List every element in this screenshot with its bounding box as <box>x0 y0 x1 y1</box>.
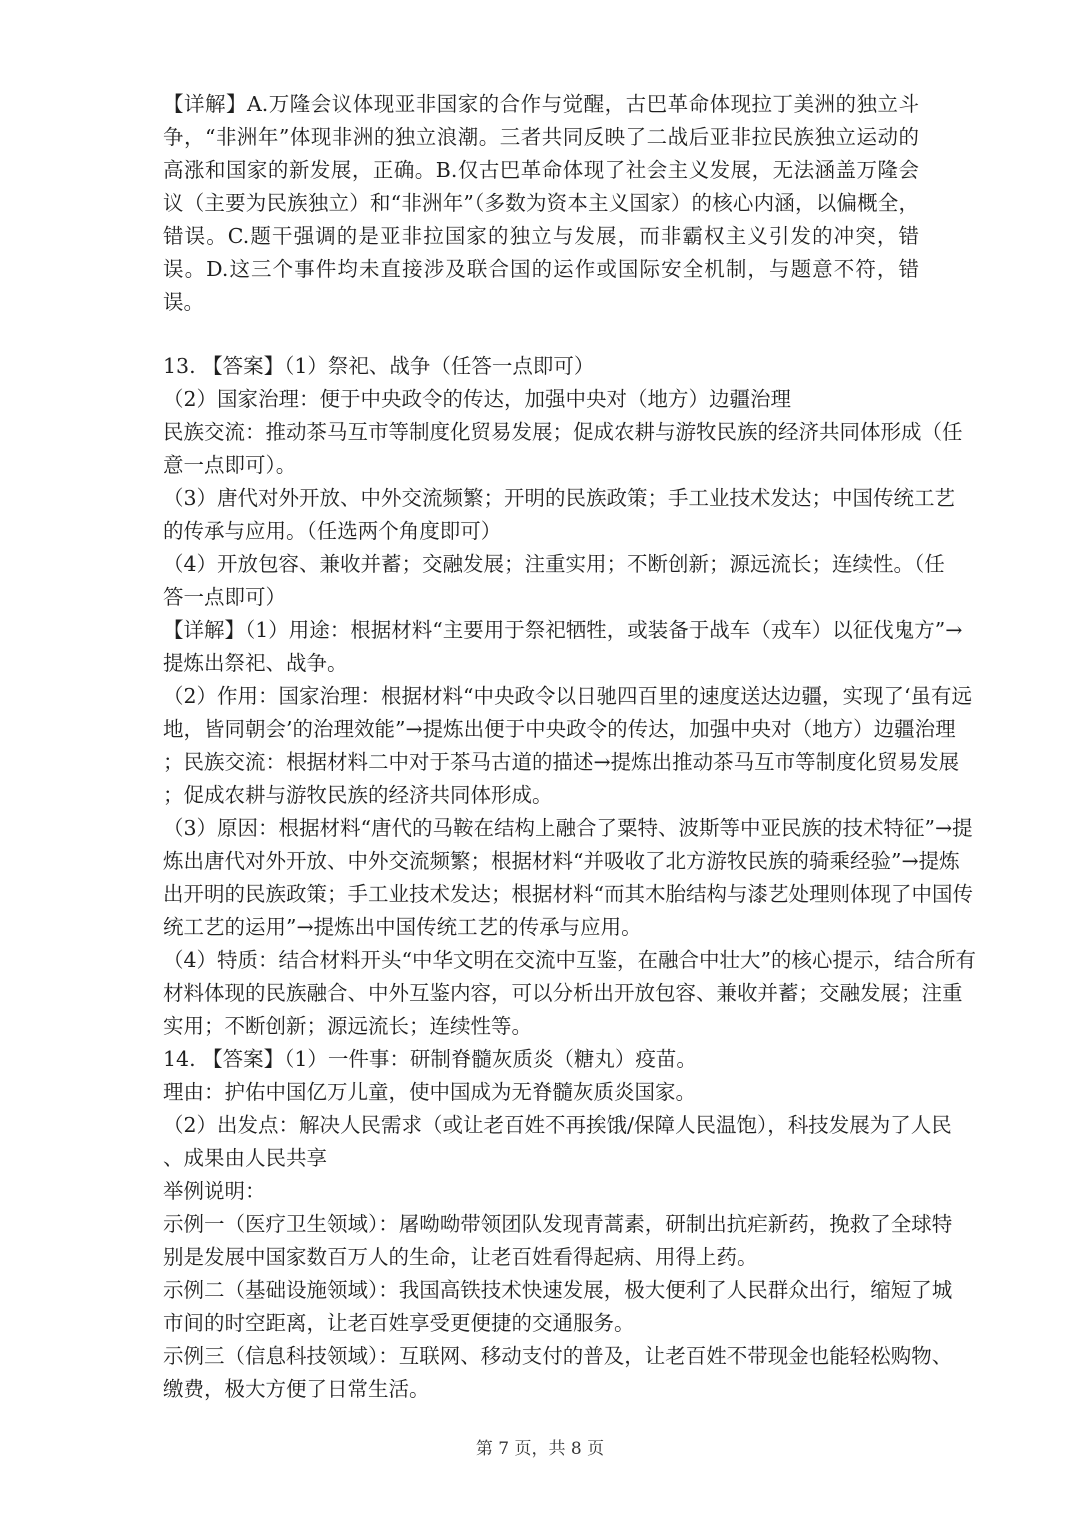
q14-line: 缴费，极大方便了日常生活。 <box>163 1377 430 1401</box>
q13-line: 民族交流：推动茶马互市等制度化贸易发展；促成农耕与游牧民族的经济共同体形成（任 <box>163 420 963 444</box>
q14-line: 举例说明： <box>163 1179 266 1203</box>
document-content <box>163 88 977 1406</box>
page-number-footer: 第 7 页，共 8 页 <box>475 1439 605 1459</box>
q13-line: （4）特质：结合材料开头“中华文明在交流中互鉴，在融合中壮大”的核心提示，结合所有 <box>163 948 977 972</box>
q14-line: 示例二（基础设施领域）：我国高铁技术快速发展，极大便利了人民群众出行，缩短了城 <box>163 1278 953 1302</box>
section-gap <box>163 319 919 350</box>
q13-line: （2）作用：国家治理：根据材料“中央政令以日驰四百里的速度送达边疆，实现了‘虽有远 <box>163 684 973 708</box>
q13-line: 13. 【答案】（1）祭祀、战争（任答一点即可） <box>163 354 595 378</box>
q13-line: 提炼出祭祀、战争。 <box>163 651 348 675</box>
q14-line: 示例三（信息科技领域）：互联网、移动支付的普及，让老百姓不带现金也能轻松购物、 <box>163 1344 953 1368</box>
q13-line: 出开明的民族政策；手工业技术发达；根据材料“而其木胎结构与漆艺处理则体现了中国传 <box>163 882 973 906</box>
q14-line: 、成果由人民共享 <box>163 1146 327 1170</box>
q13-line: 意一点即可）。 <box>163 453 297 477</box>
q14-line: （2）出发点：解决人民需求（或让老百姓不再挨饿/保障人民温饱），科技发展为了人民 <box>163 1113 952 1137</box>
q14-line: 示例一（医疗卫生领域）：屠呦呦带领团队发现青蒿素，研制出抗疟新药，挽救了全球特 <box>163 1212 953 1236</box>
q13-answer-block <box>163 350 977 1043</box>
q14-line: 14. 【答案】（1）一件事：研制脊髓灰质炎（糖丸）疫苗。 <box>163 1047 697 1071</box>
q13-line: 的传承与应用。（任选两个角度即可） <box>163 519 502 543</box>
q13-line: ；民族交流：根据材料二中对于茶马古道的描述→提炼出推动茶马互市等制度化贸易发展 <box>163 750 960 774</box>
q13-line: （4）开放包容、兼收并蓄；交融发展；注重实用；不断创新；源远流长；连续性。（任 <box>163 552 945 576</box>
q14-line: 别是发展中国家数百万人的生命，让老百姓看得起病、用得上药。 <box>163 1245 758 1269</box>
q13-line: （3）唐代对外开放、中外交流频繁；开明的民族政策；手工业技术发达；中国传统工艺 <box>163 486 956 510</box>
q13-line: 统工艺的运用”→提炼出中国传统工艺的传承与应用。 <box>163 915 642 939</box>
q13-line: 炼出唐代对外开放、中外交流频繁；根据材料“并吸收了北方游牧民族的骑乘经验”→提炼 <box>163 849 960 873</box>
q14-line: 市间的时空距离，让老百姓享受更便捷的交通服务。 <box>163 1311 635 1335</box>
q13-line: ；促成农耕与游牧民族的经济共同体形成。 <box>163 783 553 807</box>
q12-detail-paragraph: 【详解】A.万隆会议体现亚非国家的合作与觉醒，古巴革命体现拉丁美洲的独立斗争，“非洲年”体现非洲的独立浪潮。三者共同反映了二战后亚非拉民族独立运动的高涨和国家的新发展，正确。B.仅古巴革命体现了社会主义发展，无法涵盖万隆会议（主要为民族独立）和“非洲年”（多数为资本主义国家）的核心内涵，以偏概全，错误。C.题干强调的是亚非拉国家的独立与发展，而非霸权主义引发的冲突，错误。D.这三个事件均未直接涉及联合国的运作或国际安全机制，与题意不符，错误。 <box>163 92 919 314</box>
q14-line: 理由：护佑中国亿万儿童，使中国成为无脊髓灰质炎国家。 <box>163 1080 696 1104</box>
q13-line: （3）原因：根据材料“唐代的马鞍在结构上融合了粟特、波斯等中亚民族的技术特征”→提 <box>163 816 973 840</box>
q13-line: 地，皆同朝会’的治理效能”→提炼出便于中央政令的传达，加强中央对（地方）边疆治理 <box>163 717 956 741</box>
q13-line: 实用；不断创新；源远流长；连续性等。 <box>163 1014 532 1038</box>
q13-line: 材料体现的民族融合、中外互鉴内容，可以分析出开放包容、兼收并蓄；交融发展；注重 <box>163 981 963 1005</box>
q13-line: 【详解】（1）用途：根据材料“主要用于祭祀牺牲，或装备于战车（戎车）以征伐鬼方”→ <box>163 618 963 642</box>
q13-line: 答一点即可） <box>163 585 286 609</box>
q13-line: （2）国家治理：便于中央政令的传达，加强中央对（地方）边疆治理 <box>163 387 792 411</box>
q14-answer-block <box>163 1043 953 1406</box>
